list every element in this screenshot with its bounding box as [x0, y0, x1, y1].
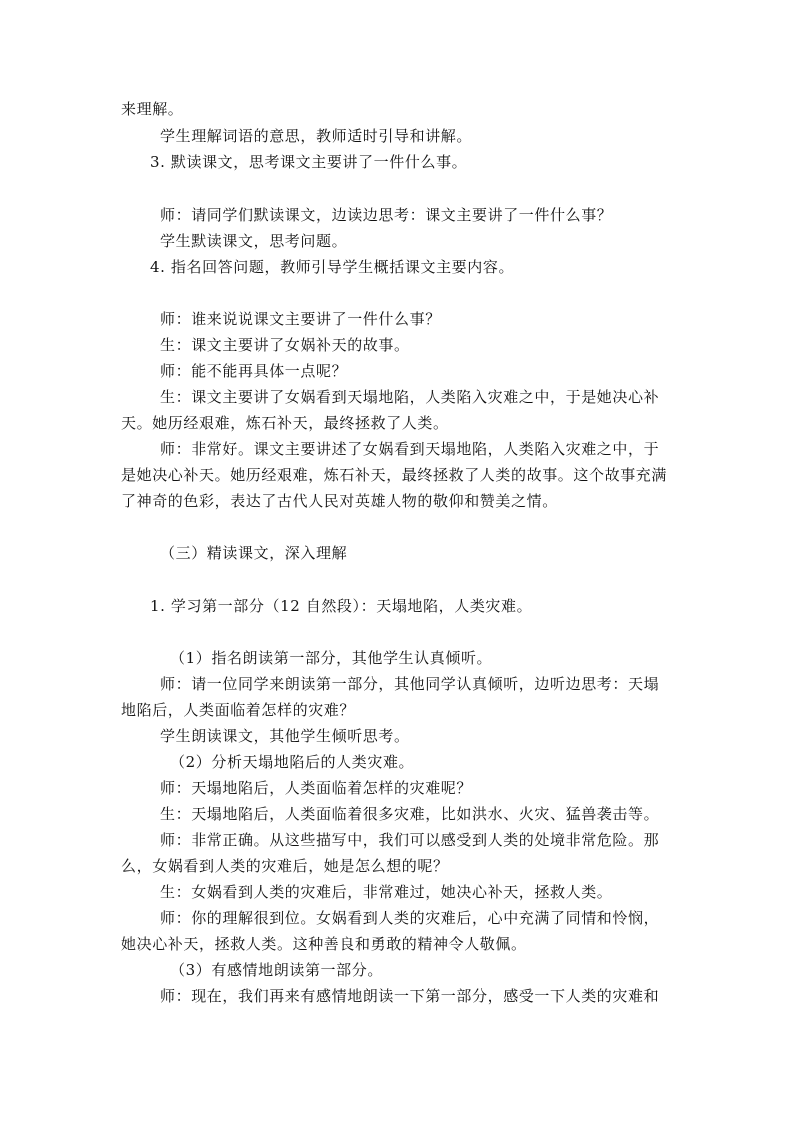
teacher-line: 师：请一位同学来朗读第一部分，其他同学认真倾听，边听边思考：天塌	[160, 675, 660, 693]
text-line: 是她决心补天。她历经艰难，炼石补天，最终拯救了人类的故事。这个故事充满	[121, 466, 668, 484]
teacher-line: 师：你的理解很到位。女娲看到人类的灾难后，心中充满了同情和怜悯，	[160, 909, 660, 927]
text-line: 地陷后，人类面临着怎样的灾难？	[121, 701, 356, 719]
teacher-line: 师：谁来说说课文主要讲了一件什么事？	[160, 310, 441, 328]
list-item-4: 4. 指名回答问题，教师引导学生概括课文主要内容。	[150, 258, 515, 276]
text-line: 来理解。	[121, 100, 184, 118]
student-line: 生：女娲看到人类的灾难后，非常难过，她决心补天，拯救人类。	[160, 883, 613, 901]
teacher-line: 师：现在，我们再来有感情地朗读一下第一部分，感受一下人类的灾难和	[160, 987, 660, 1005]
student-line: 生：课文主要讲了女娲看到天塌地陷，人类陷入灾难之中，于是她决心补	[160, 388, 660, 406]
text-line: 学生默读课文，思考问题。	[160, 232, 348, 250]
teacher-line: 师：天塌地陷后，人类面临着怎样的灾难呢？	[160, 779, 473, 797]
text-line: 学生朗读课文，其他学生倾听思考。	[160, 727, 410, 745]
sub-item-1: （1）指名朗读第一部分，其他学生认真倾听。	[170, 649, 493, 667]
teacher-line: 师：非常正确。从这些描写中，我们可以感受到人类的处境非常危险。那	[160, 831, 660, 849]
teacher-line: 师：非常好。课文主要讲述了女娲看到天塌地陷，人类陷入灾难之中，于	[160, 440, 660, 458]
teacher-line: 师：请同学们默读课文，边读边思考：课文主要讲了一件什么事？	[160, 206, 613, 224]
text-line: 了神奇的色彩，表达了古代人民对英雄人物的敬仰和赞美之情。	[121, 492, 558, 510]
student-line: 生：课文主要讲了女娲补天的故事。	[160, 336, 410, 354]
student-line: 生：天塌地陷后，人类面临着很多灾难，比如洪水、火灾、猛兽袭击等。	[160, 805, 660, 823]
text-line: 她决心补天，拯救人类。这种善良和勇敢的精神令人敬佩。	[121, 935, 527, 953]
section-heading: （三）精读课文，深入理解	[160, 544, 348, 562]
list-item-1: 1. 学习第一部分（12 自然段）：天塌地陷，人类灾难。	[150, 597, 533, 615]
sub-item-2: （2）分析天塌地陷后的人类灾难。	[170, 753, 415, 771]
list-item-3: 3. 默读课文，思考课文主要讲了一件什么事。	[150, 153, 468, 171]
text-line: 学生理解词语的意思，教师适时引导和讲解。	[160, 127, 473, 145]
text-line: 么，女娲看到人类的灾难后，她是怎么想的呢？	[121, 857, 449, 875]
sub-item-3: （3）有感情地朗读第一部分。	[170, 961, 383, 979]
text-line: 天。她历经艰难，炼石补天，最终拯救了人类。	[121, 414, 449, 432]
teacher-line: 师：能不能再具体一点呢？	[160, 362, 348, 380]
